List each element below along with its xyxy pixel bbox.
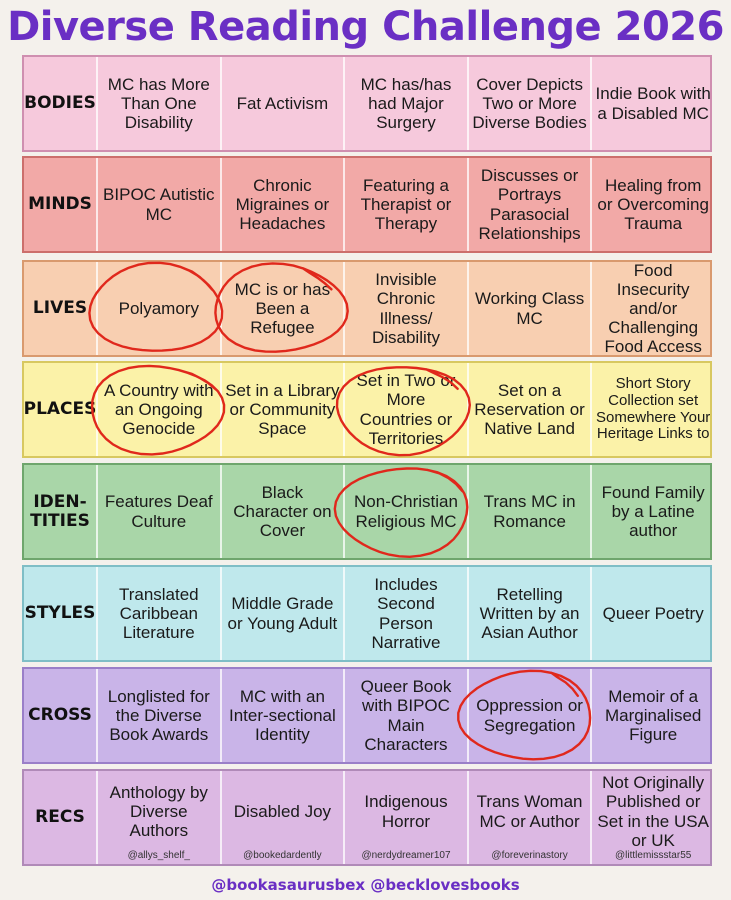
category-label: BODIES — [24, 93, 96, 114]
prompt-text: MC has/has had Major Surgery — [360, 74, 452, 133]
prompt-cell — [343, 57, 467, 150]
prompt-cell — [590, 363, 714, 456]
prompt-cell — [343, 669, 467, 762]
prompt-cell — [343, 363, 467, 456]
prompt-text: Set on a Reservation or Native Land — [474, 380, 585, 439]
category-label: RECS — [35, 807, 85, 828]
category-label: MINDS — [28, 194, 92, 215]
prompt-cell — [96, 158, 220, 251]
prompt-text: Queer Poetry — [602, 603, 704, 623]
page-title: Diverse Reading Challenge 2026 — [7, 4, 724, 50]
prompt-text: Food Insecurity and/or Challenging Food Access — [604, 260, 702, 357]
category-row — [22, 463, 712, 560]
prompt-text: Trans Woman MC or Author — [476, 792, 583, 831]
prompt-cell — [96, 567, 220, 660]
prompt-cell — [343, 771, 467, 864]
prompt-text: Not Originally Published or Set in the USA or UK — [597, 773, 709, 850]
category-label: CROSS — [28, 705, 92, 726]
prompt-text: Set in Two or More Countries or Territories — [356, 371, 456, 448]
prompt-cell — [590, 57, 714, 150]
prompt-text: Short Story Collection set Somewhere Your Heritage Links to — [596, 374, 711, 443]
prompt-text: Featuring a Therapist or Therapy — [360, 175, 452, 234]
prompt-cell — [590, 567, 714, 660]
prompt-cell — [467, 465, 591, 558]
prompt-text: Retelling Written by an Asian Author — [479, 584, 580, 643]
prompt-cell — [96, 465, 220, 558]
footer-handles: @bookasaurusbex @becklovesbooks — [211, 876, 520, 894]
prompt-cell — [96, 771, 220, 864]
prompt-cell — [467, 669, 591, 762]
prompt-text: Found Family by a Latine author — [601, 482, 705, 541]
prompt-text: Chronic Migraines or Headaches — [235, 175, 330, 234]
category-label: LIVES — [32, 298, 88, 319]
prompt-cell — [343, 465, 467, 558]
prompt-cell — [590, 669, 714, 762]
category-label: IDEN- TITIES — [30, 491, 90, 531]
prompt-cell — [96, 669, 220, 762]
prompt-cell — [343, 158, 467, 251]
prompt-text: Features Deaf Culture — [104, 492, 213, 531]
prompt-text: MC has More Than One Disability — [107, 74, 210, 133]
prompt-text: BIPOC Autistic MC — [103, 185, 215, 224]
prompt-text: Discusses or Portrays Parasocial Relationships — [478, 166, 581, 243]
category-row — [22, 55, 712, 152]
prompt-text: Cover Depicts Two or More Diverse Bodies — [472, 74, 587, 133]
contributor-handle: @bookedardently — [243, 849, 322, 861]
category-label: PLACES — [23, 399, 97, 420]
prompt-text: Non-Christian Religious MC — [354, 492, 458, 531]
category-row — [22, 361, 712, 458]
contributor-handle: @allys_shelf_ — [127, 849, 190, 861]
category-row — [22, 565, 712, 662]
prompt-text: Black Character on Cover — [233, 482, 332, 541]
prompt-cell — [220, 363, 344, 456]
category-label: STYLES — [24, 603, 96, 624]
prompt-text: Oppression or Segregation — [476, 696, 583, 735]
prompt-text: Includes Second Person Narrative — [371, 575, 441, 652]
prompt-cell — [590, 465, 714, 558]
prompt-text: Invisible Chronic Illness/ Disability — [371, 270, 440, 347]
prompt-cell — [590, 158, 714, 251]
category-row — [22, 260, 712, 357]
prompt-cell — [467, 57, 591, 150]
prompt-text: Healing from or Overcoming Trauma — [597, 175, 709, 234]
prompt-text: Translated Caribbean Literature — [118, 584, 199, 643]
prompt-cell — [467, 158, 591, 251]
category-row — [22, 769, 712, 866]
prompt-text: A Country with an Ongoing Genocide — [103, 380, 214, 439]
prompt-cell — [343, 262, 467, 355]
prompt-text: Longlisted for the Diverse Book Awards — [107, 686, 210, 745]
prompt-text: Set in a Library or Community Space — [225, 380, 340, 439]
prompt-text: MC is or has Been a Refugee — [234, 279, 331, 338]
prompt-cell — [590, 262, 714, 355]
category-row — [22, 156, 712, 253]
prompt-cell — [467, 363, 591, 456]
prompt-text: Polyamory — [118, 298, 199, 318]
prompt-cell — [220, 465, 344, 558]
category-row — [22, 667, 712, 764]
prompt-cell — [220, 771, 344, 864]
prompt-cell — [220, 57, 344, 150]
prompt-cell — [467, 262, 591, 355]
prompt-cell — [343, 567, 467, 660]
prompt-text: Trans MC in Romance — [483, 492, 576, 531]
prompt-cell — [467, 771, 591, 864]
prompt-text: Indie Book with a Disabled MC — [595, 84, 711, 123]
prompt-text: MC with an Inter-sectional Identity — [229, 686, 336, 745]
prompt-cell — [220, 567, 344, 660]
prompt-text: Queer Book with BIPOC Main Characters — [360, 677, 452, 754]
prompt-cell — [590, 771, 714, 864]
prompt-cell — [220, 669, 344, 762]
contributor-handle: @foreverinastory — [491, 849, 568, 861]
prompt-text: Memoir of a Marginalised Figure — [604, 686, 702, 745]
prompt-text: Anthology by Diverse Authors — [109, 782, 208, 841]
prompt-text: Indigenous Horror — [364, 792, 448, 831]
prompt-cell — [220, 158, 344, 251]
prompt-text: Working Class MC — [474, 289, 585, 328]
contributor-handle: @nerdydreamer107 — [361, 849, 451, 861]
prompt-cell — [96, 363, 220, 456]
prompt-text: Middle Grade or Young Adult — [227, 594, 338, 633]
contributor-handle: @littlemissstar55 — [615, 849, 692, 861]
prompt-text: Fat Activism — [236, 93, 329, 113]
prompt-cell — [220, 262, 344, 355]
prompt-text: Disabled Joy — [233, 801, 332, 821]
prompt-cell — [96, 262, 220, 355]
prompt-cell — [467, 567, 591, 660]
prompt-cell — [96, 57, 220, 150]
